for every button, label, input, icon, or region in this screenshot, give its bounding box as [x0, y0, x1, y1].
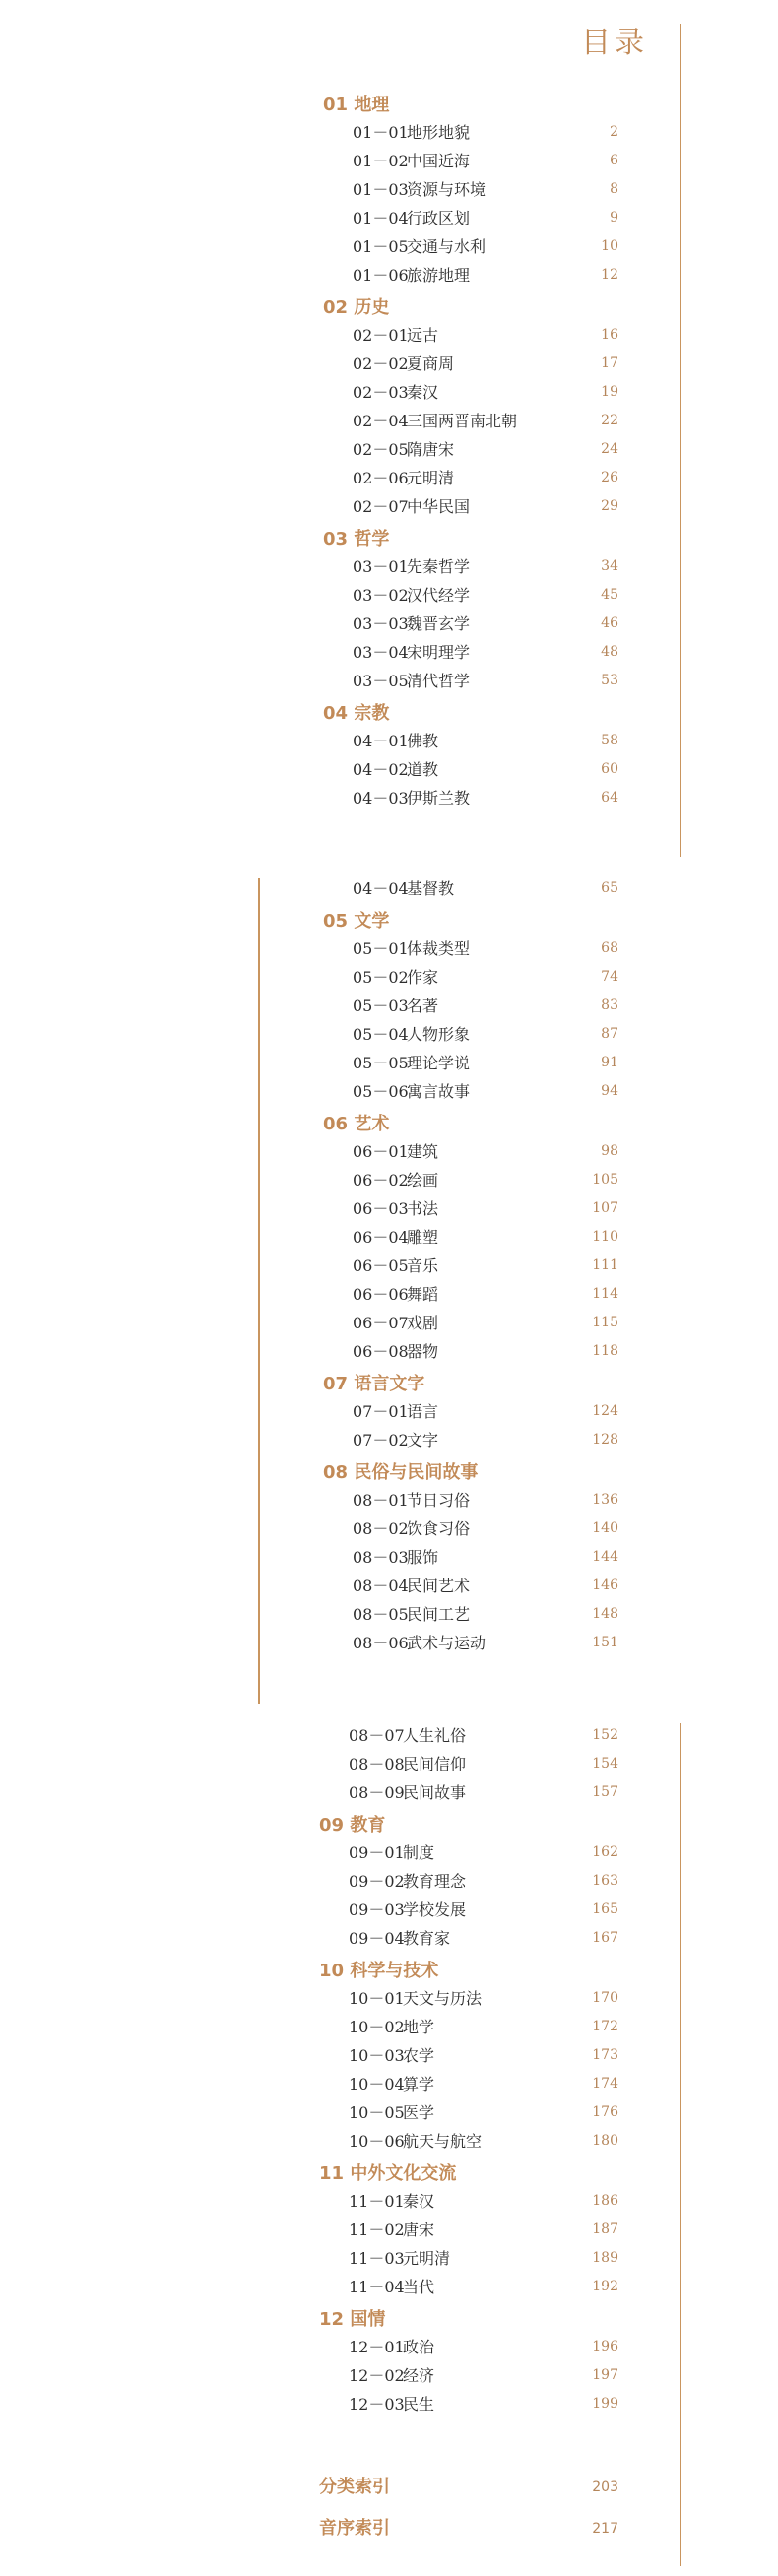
entry-page-number: 196	[592, 2339, 618, 2354]
entry-title: 佛教	[407, 732, 439, 750]
index-page-number: 217	[592, 2521, 618, 2537]
entry-title: 音乐	[407, 1256, 439, 1275]
entry-title: 隋唐宋	[407, 440, 455, 459]
entry-code: 11－04	[349, 2278, 405, 2296]
entry-code: 07－01	[353, 1402, 409, 1421]
entry-title: 经济	[403, 2366, 435, 2385]
entry-code: 10－04	[349, 2075, 405, 2093]
entry-page-number: 146	[592, 1578, 618, 1593]
entry-code: 06－06	[353, 1285, 409, 1304]
entry-code: 02－04	[353, 412, 409, 430]
entry-page-number: 6	[610, 153, 618, 168]
entry-code: 04－02	[353, 760, 409, 779]
toc-entry	[323, 464, 648, 492]
entry-page-number: 157	[592, 1784, 618, 1800]
entry-page-number: 189	[592, 2250, 618, 2266]
entry-title: 文字	[407, 1431, 439, 1449]
toc-entry	[319, 2361, 644, 2390]
entry-code: 02－02	[353, 354, 409, 373]
entry-page-number: 172	[592, 2019, 618, 2034]
toc-entry	[323, 638, 648, 667]
index-entry	[319, 2472, 644, 2503]
toc-entry	[323, 350, 648, 378]
entry-title: 人生礼俗	[403, 1726, 467, 1745]
toc-entry	[323, 1543, 648, 1572]
entry-page-number: 98	[601, 1143, 618, 1159]
toc-entry	[319, 2098, 644, 2127]
entry-page-number: 174	[592, 2076, 618, 2092]
entry-code: 11－01	[349, 2192, 405, 2211]
toc-entry	[323, 1629, 648, 1657]
entry-code: 06－08	[353, 1342, 409, 1361]
entry-code: 06－01	[353, 1142, 409, 1161]
entry-title: 元明清	[407, 469, 455, 487]
entry-page-number: 46	[601, 615, 618, 631]
toc-entry	[323, 727, 648, 755]
entry-page-number: 64	[601, 790, 618, 805]
entry-title: 三国两晋南北朝	[407, 412, 518, 430]
entry-title: 政治	[403, 2338, 435, 2356]
entry-page-number: 60	[601, 761, 618, 777]
entry-title: 制度	[403, 1843, 435, 1862]
index-page-number: 203	[592, 2479, 618, 2495]
entry-title: 地学	[403, 2018, 435, 2036]
entry-page-number: 180	[592, 2133, 618, 2149]
entry-code: 05－02	[353, 968, 409, 987]
entry-title: 体裁类型	[407, 939, 471, 958]
entry-code: 01－03	[353, 180, 409, 199]
entry-code: 02－07	[353, 497, 409, 516]
section-heading: 10 科学与技术	[319, 1961, 439, 1981]
entry-title: 唐宋	[403, 2221, 435, 2239]
entry-page-number: 12	[601, 267, 618, 283]
entry-title: 交通与水利	[407, 237, 486, 256]
entry-code: 04－03	[353, 789, 409, 807]
entry-page-number: 22	[601, 413, 618, 428]
section-heading: 03 哲学	[323, 529, 390, 549]
entry-page-number: 199	[592, 2396, 618, 2412]
entry-page-number: 197	[592, 2367, 618, 2383]
entry-page-number: 173	[592, 2047, 618, 2063]
toc-entry	[323, 1572, 648, 1600]
entry-title: 元明清	[403, 2249, 451, 2268]
toc-entry	[323, 1252, 648, 1280]
index-label: 分类索引	[319, 2477, 390, 2497]
entry-title: 民间故事	[403, 1783, 467, 1802]
entry-code: 12－02	[349, 2366, 405, 2385]
entry-title: 行政区划	[407, 209, 471, 227]
entry-code: 12－01	[349, 2338, 405, 2356]
entry-code: 08－01	[353, 1491, 409, 1510]
entry-page-number: 170	[592, 1990, 618, 2006]
entry-page-number: 165	[592, 1901, 618, 1917]
entry-title: 航天与航空	[403, 2132, 483, 2151]
entry-title: 学校发展	[403, 1900, 467, 1919]
entry-code: 01－06	[353, 266, 409, 285]
entry-code: 04－01	[353, 732, 409, 750]
toc-entry	[323, 963, 648, 992]
entry-code: 06－05	[353, 1256, 409, 1275]
toc-entry	[323, 1426, 648, 1454]
entry-title: 远古	[407, 326, 439, 345]
entry-title: 汉代经学	[407, 586, 471, 605]
entry-page-number: 105	[592, 1172, 618, 1188]
entry-code: 10－02	[349, 2018, 405, 2036]
entry-title: 作家	[407, 968, 439, 987]
toc-entry	[319, 1721, 644, 1750]
entry-title: 伊斯兰教	[407, 789, 471, 807]
entry-page-number: 140	[592, 1520, 618, 1536]
toc-entry	[319, 1750, 644, 1778]
entry-code: 01－01	[353, 123, 409, 142]
entry-code: 10－05	[349, 2103, 405, 2122]
entry-title: 舞蹈	[407, 1285, 439, 1304]
entry-code: 10－06	[349, 2132, 405, 2151]
entry-title: 民间工艺	[407, 1605, 471, 1624]
entry-title: 资源与环境	[407, 180, 486, 199]
section-heading: 05 文学	[323, 911, 390, 932]
entry-title: 夏商周	[407, 354, 455, 373]
entry-code: 05－01	[353, 939, 409, 958]
toc-entry	[323, 492, 648, 521]
section-heading: 04 宗教	[323, 703, 390, 724]
entry-title: 中国近海	[407, 152, 471, 170]
entry-title: 饮食习俗	[407, 1519, 471, 1538]
entry-title: 先秦哲学	[407, 557, 471, 576]
entry-code: 03－04	[353, 643, 409, 662]
entry-page-number: 152	[592, 1727, 618, 1743]
toc-entry	[319, 1867, 644, 1896]
entry-page-number: 34	[601, 558, 618, 574]
index-list	[319, 2472, 644, 2544]
toc-entry	[319, 2041, 644, 2070]
toc-entry	[323, 755, 648, 784]
entry-code: 08－09	[349, 1783, 405, 1802]
entry-page-number: 29	[601, 498, 618, 514]
toc-part-3	[319, 1721, 644, 2418]
entry-title: 天文与历法	[403, 1989, 483, 2008]
entry-title: 医学	[403, 2103, 435, 2122]
entry-code: 02－06	[353, 469, 409, 487]
entry-page-number: 148	[592, 1606, 618, 1622]
toc-entry	[319, 2013, 644, 2041]
entry-code: 09－04	[349, 1929, 405, 1948]
entry-page-number: 110	[592, 1229, 618, 1245]
toc-entry	[323, 610, 648, 638]
entry-page-number: 167	[592, 1930, 618, 1946]
entry-title: 绘画	[407, 1171, 439, 1190]
entry-code: 01－05	[353, 237, 409, 256]
section-heading: 02 历史	[323, 297, 390, 318]
entry-title: 人物形象	[407, 1025, 471, 1044]
entry-page-number: 9	[610, 210, 618, 225]
entry-code: 05－03	[353, 997, 409, 1015]
entry-page-number: 10	[601, 238, 618, 254]
entry-code: 03－02	[353, 586, 409, 605]
toc-entry	[323, 552, 648, 581]
entry-page-number: 114	[592, 1286, 618, 1302]
toc-entry	[323, 1600, 648, 1629]
entry-code: 08－03	[353, 1548, 409, 1567]
rule-right-top	[680, 24, 681, 857]
entry-page-number: 154	[592, 1756, 618, 1771]
entry-code: 09－01	[349, 1843, 405, 1862]
entry-code: 02－03	[353, 383, 409, 402]
entry-title: 道教	[407, 760, 439, 779]
entry-page-number: 48	[601, 644, 618, 660]
toc-entry	[323, 407, 648, 435]
section-heading: 11 中外文化交流	[319, 2163, 457, 2184]
entry-page-number: 94	[601, 1083, 618, 1099]
toc-entry	[323, 1049, 648, 1077]
toc-entry	[319, 1924, 644, 1953]
entry-page-number: 151	[592, 1635, 618, 1650]
section-heading: 01 地理	[323, 95, 390, 115]
entry-title: 戏剧	[407, 1314, 439, 1332]
toc-entry	[323, 581, 648, 610]
entry-page-number: 162	[592, 1844, 618, 1860]
section-heading: 06 艺术	[323, 1114, 390, 1134]
toc-entry	[319, 2273, 644, 2301]
entry-title: 算学	[403, 2075, 435, 2093]
toc-entry	[323, 1337, 648, 1366]
entry-page-number: 74	[601, 969, 618, 985]
section-heading: 07 语言文字	[323, 1374, 425, 1394]
index-label: 音序索引	[319, 2518, 390, 2539]
section-heading: 08 民俗与民间故事	[323, 1462, 479, 1483]
toc-entry	[323, 147, 648, 175]
section-heading: 12 国情	[319, 2309, 386, 2330]
toc-entry	[323, 204, 648, 232]
entry-title: 地形地貌	[407, 123, 471, 142]
entry-page-number: 115	[592, 1315, 618, 1330]
toc-entry	[323, 118, 648, 147]
toc-entry	[323, 1486, 648, 1514]
entry-code: 05－05	[353, 1054, 409, 1072]
entry-page-number: 8	[610, 181, 618, 197]
entry-title: 服饰	[407, 1548, 439, 1567]
entry-code: 08－07	[349, 1726, 405, 1745]
entry-page-number: 83	[601, 998, 618, 1013]
entry-title: 中华民国	[407, 497, 471, 516]
entry-title: 教育家	[403, 1929, 451, 1948]
entry-code: 02－01	[353, 326, 409, 345]
toc-entry	[319, 2244, 644, 2273]
toc-entry	[319, 1984, 644, 2013]
entry-title: 农学	[403, 2046, 435, 2065]
toc-entry	[323, 934, 648, 963]
entry-title: 寓言故事	[407, 1082, 471, 1101]
toc-entry	[323, 1514, 648, 1543]
entry-page-number: 19	[601, 384, 618, 400]
entry-code: 02－05	[353, 440, 409, 459]
entry-title: 清代哲学	[407, 672, 471, 690]
entry-page-number: 65	[601, 880, 618, 896]
toc-entry	[323, 1309, 648, 1337]
toc-entry	[323, 378, 648, 407]
entry-code: 05－06	[353, 1082, 409, 1101]
entry-code: 06－04	[353, 1228, 409, 1247]
entry-code: 08－04	[353, 1577, 409, 1595]
toc-entry	[323, 175, 648, 204]
toc-entry	[323, 1223, 648, 1252]
toc-entry	[319, 2216, 644, 2244]
entry-title: 基督教	[407, 879, 455, 898]
entry-title: 名著	[407, 997, 439, 1015]
entry-code: 08－05	[353, 1605, 409, 1624]
entry-title: 节日习俗	[407, 1491, 471, 1510]
entry-title: 民间艺术	[407, 1577, 471, 1595]
entry-title: 教育理念	[403, 1872, 467, 1891]
entry-title: 民生	[403, 2395, 435, 2414]
rule-left-middle	[258, 878, 260, 1704]
toc-entry	[323, 784, 648, 812]
entry-page-number: 192	[592, 2279, 618, 2294]
toc-entry	[323, 232, 648, 261]
entry-title: 魏晋玄学	[407, 614, 471, 633]
entry-page-number: 111	[592, 1257, 618, 1273]
entry-title: 器物	[407, 1342, 439, 1361]
entry-title: 书法	[407, 1199, 439, 1218]
entry-title: 民间信仰	[403, 1755, 467, 1773]
entry-page-number: 17	[601, 355, 618, 371]
toc-entry	[319, 2187, 644, 2216]
entry-page-number: 128	[592, 1432, 618, 1448]
entry-title: 旅游地理	[407, 266, 471, 285]
entry-code: 04－04	[353, 879, 409, 898]
entry-title: 语言	[407, 1402, 439, 1421]
entry-title: 雕塑	[407, 1228, 439, 1247]
entry-page-number: 24	[601, 441, 618, 457]
toc-entry	[319, 2390, 644, 2418]
entry-page-number: 91	[601, 1055, 618, 1070]
toc-entry	[323, 992, 648, 1020]
toc-entry	[323, 1077, 648, 1106]
entry-code: 06－02	[353, 1171, 409, 1190]
entry-code: 11－02	[349, 2221, 405, 2239]
entry-code: 12－03	[349, 2395, 405, 2414]
entry-page-number: 187	[592, 2222, 618, 2237]
entry-page-number: 26	[601, 470, 618, 485]
section-heading: 09 教育	[319, 1815, 386, 1835]
entry-page-number: 107	[592, 1200, 618, 1216]
entry-code: 11－03	[349, 2249, 405, 2268]
entry-title: 秦汉	[403, 2192, 435, 2211]
entry-code: 06－03	[353, 1199, 409, 1218]
toc-entry	[323, 1166, 648, 1194]
toc-entry	[319, 1778, 644, 1807]
toc-entry	[323, 874, 648, 903]
toc-part-2	[323, 874, 648, 1657]
entry-code: 03－05	[353, 672, 409, 690]
entry-title: 建筑	[407, 1142, 439, 1161]
toc-entry	[323, 261, 648, 290]
entry-page-number: 163	[592, 1873, 618, 1889]
entry-page-number: 68	[601, 940, 618, 956]
toc-entry	[319, 1896, 644, 1924]
entry-page-number: 87	[601, 1026, 618, 1042]
entry-code: 08－02	[353, 1519, 409, 1538]
entry-title: 理论学说	[407, 1054, 471, 1072]
entry-code: 10－03	[349, 2046, 405, 2065]
toc-entry	[323, 1194, 648, 1223]
entry-page-number: 118	[592, 1343, 618, 1359]
toc-entry	[323, 321, 648, 350]
toc-entry	[323, 1280, 648, 1309]
entry-code: 10－01	[349, 1989, 405, 2008]
entry-page-number: 16	[601, 327, 618, 343]
toc-entry	[323, 667, 648, 695]
entry-title: 宋明理学	[407, 643, 471, 662]
entry-page-number: 53	[601, 673, 618, 688]
entry-code: 07－02	[353, 1431, 409, 1449]
entry-code: 09－03	[349, 1900, 405, 1919]
entry-page-number: 45	[601, 587, 618, 603]
entry-page-number: 2	[610, 124, 618, 140]
toc-entry	[319, 1838, 644, 1867]
entry-page-number: 58	[601, 733, 618, 748]
entry-code: 09－02	[349, 1872, 405, 1891]
toc-entry	[319, 2127, 644, 2156]
toc-entry	[319, 2333, 644, 2361]
toc-entry	[323, 1137, 648, 1166]
index-entry	[319, 2513, 644, 2544]
entry-page-number: 124	[592, 1403, 618, 1419]
toc-part-1	[323, 93, 648, 812]
entry-code: 06－07	[353, 1314, 409, 1332]
toc-entry	[323, 1397, 648, 1426]
toc-entry	[319, 2070, 644, 2098]
entry-page-number: 176	[592, 2104, 618, 2120]
entry-code: 05－04	[353, 1025, 409, 1044]
toc-entry	[323, 435, 648, 464]
entry-code: 08－06	[353, 1634, 409, 1652]
page-title: 目录	[581, 26, 648, 60]
entry-title: 当代	[403, 2278, 435, 2296]
entry-title: 武术与运动	[407, 1634, 486, 1652]
entry-title: 秦汉	[407, 383, 439, 402]
rule-right-bottom	[680, 1723, 681, 2566]
entry-page-number: 136	[592, 1492, 618, 1508]
entry-page-number: 186	[592, 2193, 618, 2209]
entry-code: 01－02	[353, 152, 409, 170]
entry-code: 03－01	[353, 557, 409, 576]
entry-page-number: 144	[592, 1549, 618, 1565]
entry-code: 03－03	[353, 614, 409, 633]
entry-code: 08－08	[349, 1755, 405, 1773]
toc-entry	[323, 1020, 648, 1049]
entry-code: 01－04	[353, 209, 409, 227]
